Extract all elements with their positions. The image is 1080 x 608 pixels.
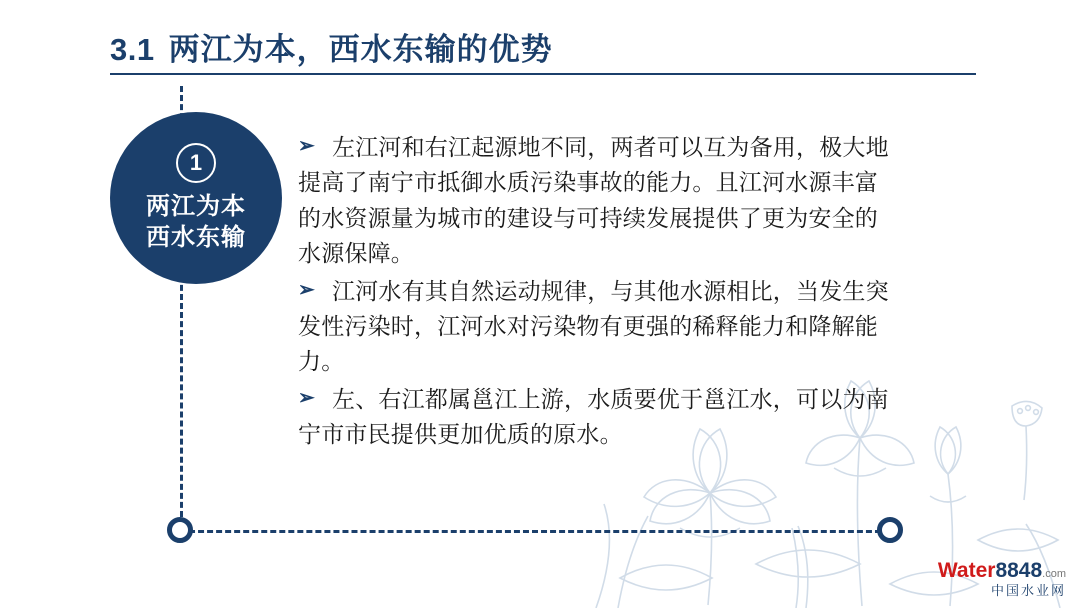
connector-node-left bbox=[167, 517, 193, 543]
bullet-paragraph bbox=[298, 382, 898, 453]
watermark-brand-primary: Water bbox=[937, 558, 996, 582]
badge-label-line1: 两江为本 bbox=[146, 192, 246, 220]
badge-number: 1 bbox=[176, 143, 216, 183]
watermark bbox=[938, 559, 1066, 598]
title-number: 3.1 bbox=[110, 32, 155, 67]
bullet-arrow-icon: ➢ bbox=[298, 386, 315, 409]
paragraph-text: 江河水有其自然运动规律，与其他水源相比，当发生突发性污染时，江河水对污染物有更强的稀释能力和降解能力。 bbox=[298, 277, 889, 375]
title-underline-divider bbox=[110, 73, 976, 75]
bullet-arrow-icon: ➢ bbox=[298, 278, 315, 301]
badge-label-line2: 西水东输 bbox=[146, 223, 246, 251]
watermark-brand-cn: 中国水业网 bbox=[990, 582, 1066, 598]
page-title bbox=[110, 24, 553, 69]
watermark-brand bbox=[938, 559, 1066, 582]
paragraph-text: 左江河和右江起源地不同，两者可以互为备用，极大地提高了南宁市抵御水质污染事故的能力。且江河水源丰富的水资源量为城市的建设与可持续发展提供了更为安全的水源保障。 bbox=[298, 134, 889, 267]
paragraph-text: 左、右江都属邕江上游，水质要优于邕江水，可以为南宁市市民提供更加优质的原水。 bbox=[298, 385, 889, 448]
bullet-paragraph bbox=[298, 274, 898, 380]
watermark-brand-number: 8848 bbox=[995, 558, 1043, 582]
section-badge bbox=[110, 112, 282, 284]
bullet-paragraph bbox=[298, 130, 898, 272]
connector-line-horizontal bbox=[180, 530, 890, 533]
connector-node-right bbox=[877, 517, 903, 543]
body-content bbox=[298, 130, 898, 455]
bullet-arrow-icon: ➢ bbox=[298, 135, 315, 157]
title-text: 两江为本，西水东输的优势 bbox=[168, 32, 553, 67]
watermark-brand-suffix: .com bbox=[1042, 567, 1066, 580]
